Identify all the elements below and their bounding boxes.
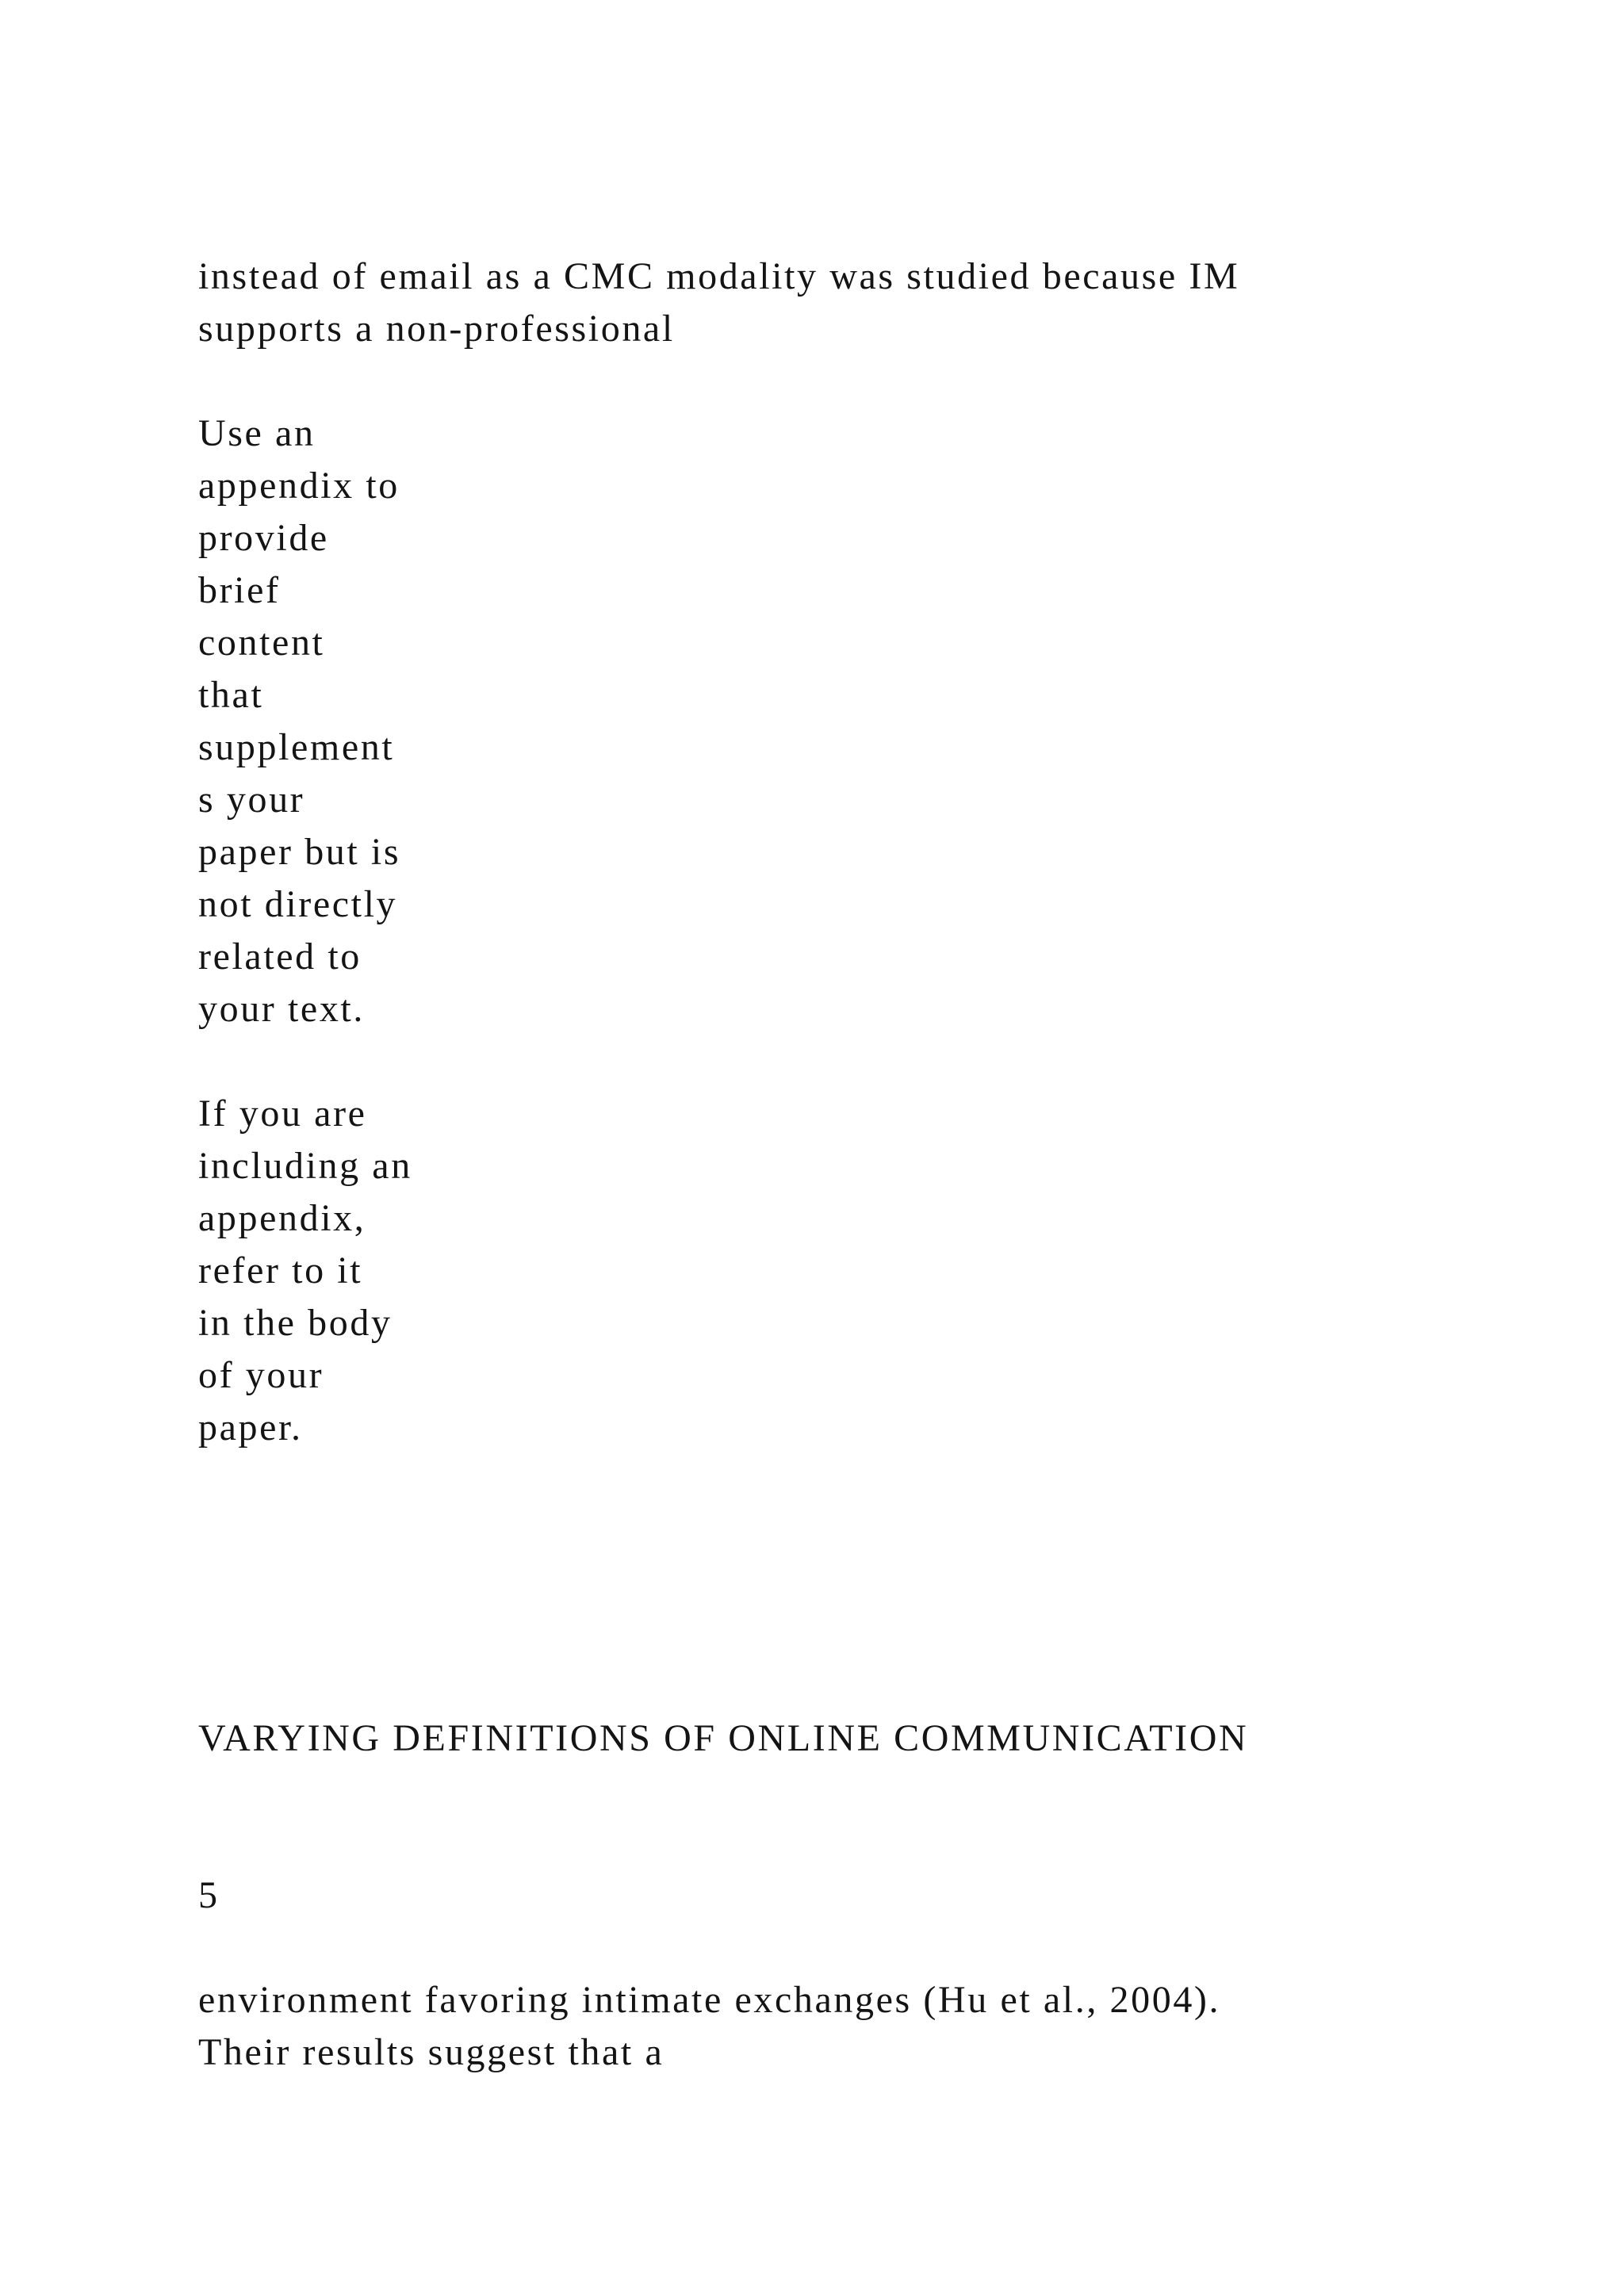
text-line: of your	[198, 1354, 324, 1396]
text-line: environment favoring intimate exchanges (Hu et al., 2004).	[198, 1979, 1221, 2021]
text-line: appendix,	[198, 1197, 366, 1239]
text-line: paper.	[198, 1406, 303, 1448]
text-line: that	[198, 674, 264, 716]
text-line: not directly	[198, 883, 398, 925]
text-line: refer to it	[198, 1249, 363, 1292]
text-line: including an	[198, 1145, 412, 1187]
text-line: supplement	[198, 726, 395, 768]
text-line: brief	[198, 569, 281, 611]
text-line: in the body	[198, 1302, 393, 1344]
text-line: instead of email as a CMC modality was studied because IM	[198, 255, 1240, 297]
text-line: appendix to	[198, 465, 400, 507]
text-line: related to	[198, 936, 362, 978]
text-line: paper but is	[198, 831, 401, 873]
text-line: If you are	[198, 1093, 367, 1135]
text-line: content	[198, 622, 325, 664]
text-line: Use an	[198, 412, 316, 454]
text-line: s your	[198, 779, 305, 821]
text-line: your text.	[198, 988, 365, 1030]
text-line: supports a non-professional	[198, 308, 675, 350]
page-number: 5	[198, 1874, 220, 1916]
running-head: VARYING DEFINITIONS OF ONLINE COMMUNICATION	[198, 1717, 1249, 1759]
text-line: Their results suggest that a	[198, 2031, 665, 2073]
text-line: provide	[198, 517, 329, 559]
